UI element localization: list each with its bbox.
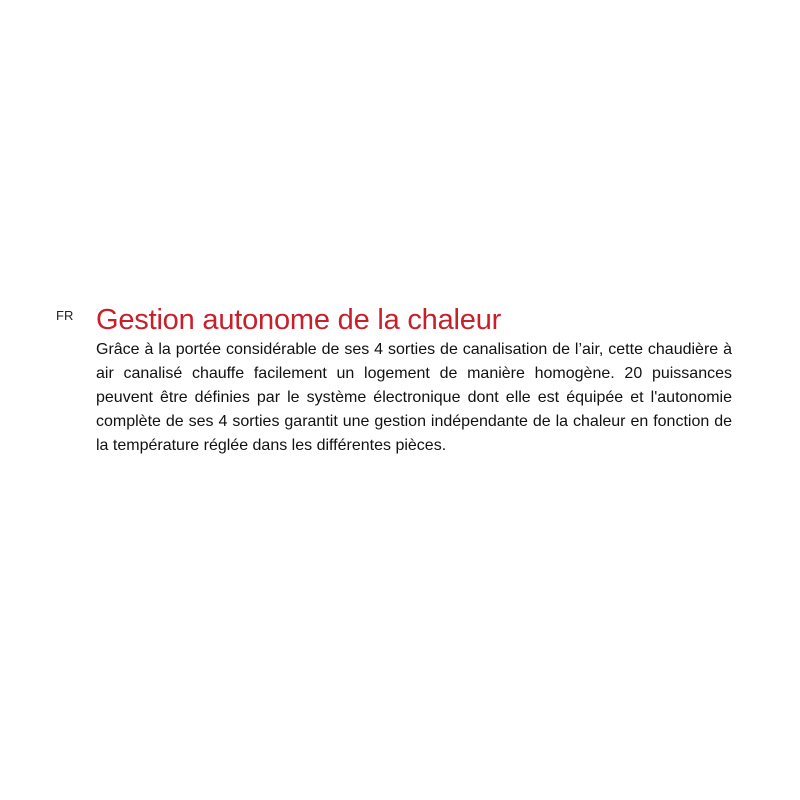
language-tag: FR — [56, 308, 74, 323]
section-title: Gestion autonome de la chaleur — [96, 304, 502, 336]
section-paragraph: Grâce à la portée considérable de ses 4 sorties de canalisation de l’air, cette chaudière à air canalisé chauffe facilement un logement de manière homogène. 20 puissances peuvent être définies par le système électronique dont elle est équipée et l'autonomie complète de ses 4 sorties garantit une gestion indépendante de la chaleur en fonction de la température réglée dans les différentes pièces. — [96, 341, 732, 454]
content-section — [96, 302, 732, 458]
